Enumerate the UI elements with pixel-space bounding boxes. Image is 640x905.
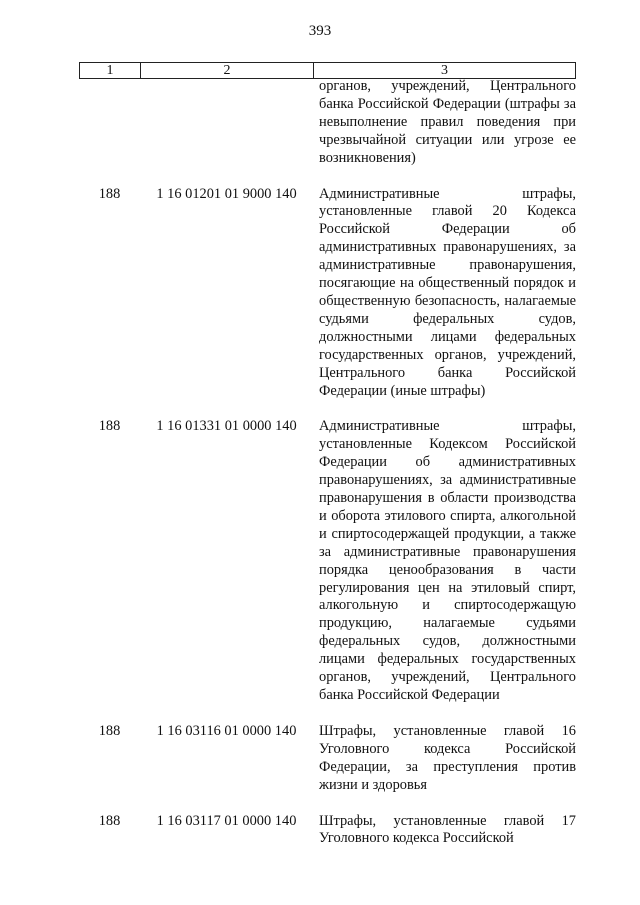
- budget-classification-code: 1 16 01201 01 9000 140: [156, 185, 297, 202]
- table-row: [79, 418, 576, 705]
- table-row: [79, 78, 576, 168]
- admin-code: 188: [98, 418, 121, 435]
- admin-code: 188: [98, 812, 121, 829]
- table-row: [79, 723, 576, 795]
- admin-code: 188: [98, 185, 121, 202]
- page-number: 393: [308, 23, 332, 39]
- budget-classification-code: 1 16 03116 01 0000 140: [156, 722, 297, 739]
- budget-classification-code: 1 16 01331 01 0000 140: [156, 418, 297, 435]
- header-col-1: 1: [80, 63, 141, 78]
- income-description: Штрафы, установленные главой 16 Уголовного кодекса Российской Федерации, за преступления против жизни и здоровья: [319, 722, 576, 793]
- budget-classification-code: 1 16 03117 01 0000 140: [156, 812, 297, 829]
- table-body: [79, 78, 576, 848]
- admin-code: 188: [98, 722, 121, 739]
- income-description: Административные штрафы, установленные главой 20 Кодекса Российской Федерации об административных правонарушениях, за административные правонарушения, посягающие на общественный порядок и общественную безопасность, налагаемые судьями федеральных судов, должностными лицами федеральных государственных органов, учреждений, Центрального банка Российской Федерации (иные штрафы): [319, 185, 576, 399]
- table-row: [79, 813, 576, 849]
- income-description: Административные штрафы, установленные Кодексом Российской Федерации об административных правонарушениях, за административные правонарушения в области производства и оборота этилового спирта, алкогольной и спиртосодержащей продукции, а также за административные правонарушения порядка ценообразования в части регулирования цен на этиловый спирт, алкогольную и спиртосодержащую продукцию, налагаемые судьями федеральных судов, должностными лицами федеральных государственных органов, учреждений, Центрального банка Российской Федерации: [319, 418, 576, 703]
- admin-code: [79, 78, 140, 168]
- header-col-2: 2: [141, 63, 314, 78]
- header-col-3: 3: [441, 63, 448, 78]
- budget-classification-code: [140, 78, 313, 168]
- table-header: [79, 62, 576, 79]
- table-row: [79, 186, 576, 401]
- income-description: Штрафы, установленные главой 17 Уголовного кодекса Российской: [319, 812, 576, 847]
- income-description: органов, учреждений, Центрального банка Российской Федерации (штрафы за невыполнение правил поведения при чрезвычайной ситуации или угрозе ее возникновения): [319, 78, 576, 166]
